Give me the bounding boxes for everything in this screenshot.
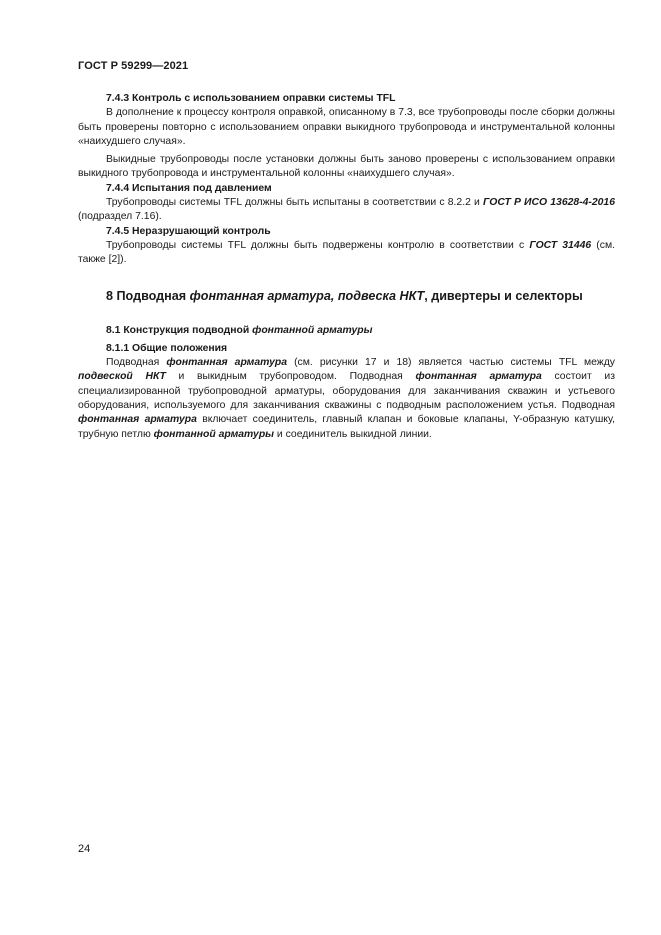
text-run: Подводная (106, 357, 167, 369)
section-8-1-1-paragraph (78, 356, 615, 442)
section-7-4-3-paragraph-1: В дополнение к процессу контроля оправкой, описанному в 7.3, все трубопроводы после сборки должны быть проверены повторно с использованием оправки выкидного трубопровода и инструментальной колонны «наихудшего случая». (78, 107, 615, 147)
document-code: ГОСТ Р 59299—2021 (78, 60, 189, 72)
emphasized-term: фонтанная арматура (166, 357, 288, 369)
text-run: и выкидным трубопроводом. Подводная (165, 371, 416, 383)
section-7-4-3-paragraph-2: Выкидные трубопроводы после установки должны быть заново проверены с использованием оправки выкидного трубопровода и инструментальной колонны «наихудшего случая». (78, 154, 615, 180)
section-7-4-3-heading: 7.4.3 Контроль с использованием оправки системы TFL (106, 93, 396, 104)
text-run: Трубопроводы системы TFL должны быть испытаны в соответствии с 8.2.2 и (106, 197, 484, 209)
page-number: 24 (78, 843, 91, 855)
text-run: (см. также [2]). (78, 239, 615, 266)
text-run: (см. рисунки 17 и 18) является частью системы TFL между (287, 357, 615, 369)
emphasized-term: фонтанная арматура (78, 414, 197, 426)
section-7-4-5-paragraph (78, 239, 615, 268)
emphasized-term: подвеской НКТ (78, 371, 166, 383)
section-8-1-1-heading: 8.1.1 Общие положения (106, 342, 228, 354)
text-run: включает соединитель, главный клапан и боковые клапаны, Y-образную катушку, трубную петлю (78, 414, 615, 440)
emphasized-term: фонтанной арматуры (252, 324, 373, 336)
section-7-4-4-heading: 7.4.4 Испытания под давлением (106, 182, 272, 194)
text-run: 8 Подводная (106, 288, 190, 303)
section-7-4-5-heading: 7.4.5 Неразрушающий контроль (106, 225, 271, 237)
text-run: 8.1 Конструкция подводной (106, 324, 253, 336)
section-8-title (78, 288, 615, 304)
text-run: состоит из специализированной трубопроводной арматуры, оборудования для заканчивания скважин и устьевого оборудования, используемого для заканчивания скважины с подводным расположением устья. Подводная (78, 371, 615, 412)
emphasized-term: фонтанная арматура, подвеска НКТ (189, 288, 425, 303)
text-run: (подраздел 7.16). (78, 211, 162, 223)
emphasized-term: фонтанная арматура (415, 371, 542, 383)
section-8-1-heading (78, 324, 615, 338)
text-run: и соединитель выкидной линии. (274, 428, 432, 440)
text-run: Трубопроводы системы TFL должны быть подвержены контролю в соответствии с (106, 239, 530, 251)
section-7-4-4-paragraph (78, 196, 615, 225)
emphasized-term: фонтанной арматуры (153, 428, 275, 440)
text-run: , дивертеры и селекторы (424, 288, 583, 303)
page-body (78, 92, 615, 442)
standard-reference: ГОСТ Р ИСО 13628-4-2016 (483, 197, 615, 209)
standard-reference: ГОСТ 31446 (529, 239, 592, 251)
